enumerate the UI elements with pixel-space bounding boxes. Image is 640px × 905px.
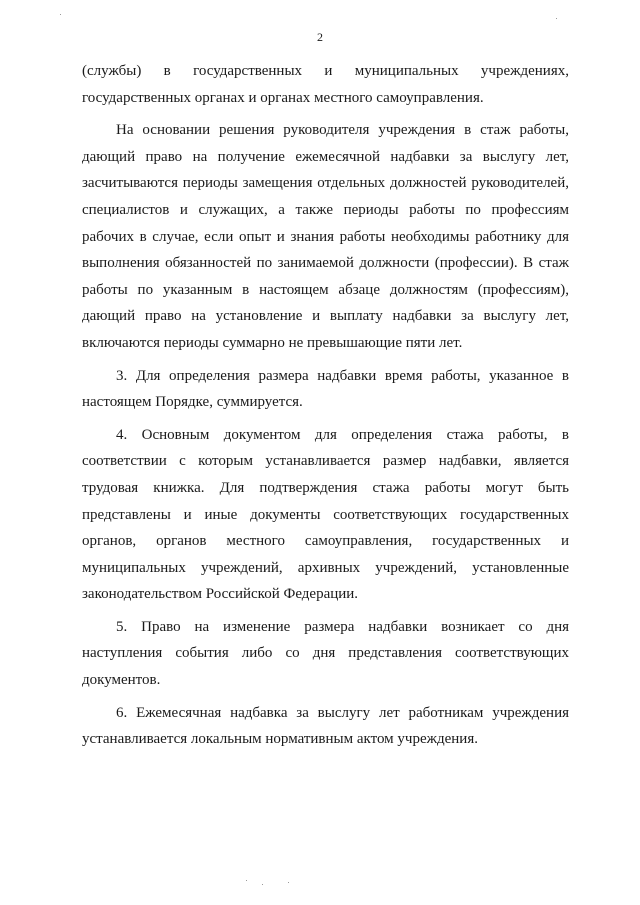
text-line: На основании решения руководителя учреждения в стаж работы,	[116, 122, 569, 139]
text-line: органов, органов местного самоуправления, государственных и	[82, 533, 569, 550]
paragraph-2	[82, 117, 569, 356]
text-line: муниципальных учреждений, архивных учреждений, установленные	[82, 559, 569, 576]
text-line: наступления события либо со дня представления соответствующих	[82, 645, 569, 662]
scan-speck	[288, 882, 289, 883]
document-body	[82, 58, 569, 753]
text-line: трудовая книжка. Для подтверждения стажа работы могут быть	[82, 479, 569, 496]
scan-speck	[60, 14, 61, 15]
paragraph-6	[82, 700, 569, 753]
text-line: настоящем Порядке, суммируется.	[82, 394, 303, 411]
scan-speck	[262, 884, 263, 885]
text-line: законодательством Российской Федерации.	[82, 586, 359, 603]
text-line: 5. Право на изменение размера надбавки возникает со дня	[116, 618, 569, 635]
scan-speck	[246, 880, 247, 881]
text-line: документов.	[82, 672, 161, 689]
paragraph-1	[82, 58, 569, 111]
paragraph-3	[82, 363, 569, 416]
text-line: (службы) в государственных и муниципальных учреждениях,	[82, 63, 569, 79]
paragraph-5	[82, 614, 569, 694]
text-line: соответствии с которым устанавливается размер надбавки, является	[82, 453, 569, 470]
text-line: устанавливается локальным нормативным актом учреждения.	[82, 731, 478, 748]
scan-speck	[556, 18, 557, 19]
text-line: 3. Для определения размера надбавки время работы, указанное в	[116, 367, 569, 384]
text-line: специалистов и служащих, а также периоды работы по профессиям	[82, 201, 569, 218]
text-line: дающий право на получение ежемесячной надбавки за выслугу лет,	[82, 148, 569, 165]
text-line: дающий право на установление и выплату надбавки за выслугу лет,	[82, 308, 569, 325]
text-line: рабочих в случае, если опыт и знания работы необходимы работнику для	[82, 228, 569, 245]
text-line: государственных органах и органах местного самоуправления.	[82, 89, 484, 106]
text-line: работы по указанным в настоящем абзаце должностям (профессиям),	[82, 281, 569, 298]
text-line: 6. Ежемесячная надбавка за выслугу лет работникам учреждения	[116, 704, 569, 721]
paragraph-4	[82, 422, 569, 608]
page-number: 2	[317, 30, 323, 44]
text-line: представлены и иные документы соответствующих государственных	[82, 506, 569, 523]
text-line: включаются периоды суммарно не превышающие пяти лет.	[82, 334, 463, 351]
text-line: засчитываются периоды замещения отдельных должностей руководителей,	[82, 175, 569, 192]
text-line: выполнения обязанностей по занимаемой должности (профессии). В стаж	[82, 255, 569, 272]
text-line: 4. Основным документом для определения стажа работы, в	[116, 426, 569, 443]
